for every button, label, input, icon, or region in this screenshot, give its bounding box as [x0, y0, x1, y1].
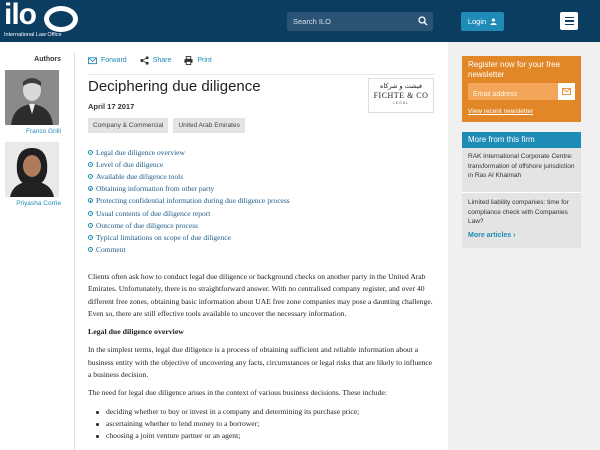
email-field-wrap — [468, 83, 567, 100]
article-body — [88, 271, 436, 443]
hamburger-menu-icon[interactable] — [560, 12, 578, 30]
login-label: Login — [467, 17, 487, 26]
logo-ring — [44, 6, 78, 32]
firm-logo-legal: LEGAL — [392, 101, 410, 105]
more-article-link[interactable]: Limited liability companies: time for compliance check with Companies Law? — [468, 199, 569, 225]
more-article-link[interactable]: RAK International Corporate Centre: transformation of offshore jurisdiction in Ras Al Khaimah — [468, 153, 575, 179]
toc-item[interactable]: Available due diligence tools — [88, 170, 290, 182]
toc-item[interactable]: Level of due diligence — [88, 158, 290, 170]
article-tags — [88, 118, 245, 133]
ilo-logo[interactable] — [4, 2, 82, 40]
firm-logo[interactable] — [368, 78, 434, 113]
article-main — [88, 42, 436, 450]
search-input[interactable] — [287, 12, 415, 31]
toc-item[interactable]: Outcome of due diligence process — [88, 219, 290, 231]
forward-button[interactable] — [88, 56, 127, 65]
column-divider — [74, 52, 75, 450]
intro-paragraph: Clients often ask how to conduct legal due diligence or background checks on another party in the United Arab Emirates. Unfortunately, there is no straightforward answer. With no centralised company register, and over 40 different free zones, obtaining basic information about UAE free zone companies may pose a daunting challenge. Even so, there are still effective tools available to uncover the necessary information. — [88, 272, 433, 318]
toc-item[interactable]: Comment — [88, 244, 290, 256]
newsletter-box — [462, 56, 581, 122]
list-item: deciding whether to buy or invest in a company and determining its purchase price; — [96, 406, 436, 418]
author-photo-franco[interactable] — [5, 70, 59, 125]
newsletter-title: Register now for your free newsletter — [468, 60, 561, 79]
tag-company-commercial[interactable]: Company & Commercial — [88, 118, 168, 133]
author-name-franco[interactable]: Franco Grilli — [25, 128, 61, 135]
printer-icon — [184, 56, 193, 65]
share-button[interactable] — [140, 56, 172, 65]
print-label: Print — [197, 57, 212, 64]
forward-label: Forward — [101, 57, 127, 64]
toc-item[interactable]: Usual contents of due diligence report — [88, 207, 290, 219]
author-name-priyasha[interactable]: Priyasha Corrie — [16, 200, 61, 207]
article-date: April 17 2017 — [88, 102, 135, 111]
circle-bullet-icon — [88, 198, 93, 203]
more-articles-link[interactable]: More articles › — [468, 232, 516, 239]
author-photo-priyasha[interactable] — [5, 142, 59, 197]
body-paragraph: The need for legal due diligence arises in the context of various business decisions. These include: — [88, 388, 387, 398]
circle-bullet-icon — [88, 150, 93, 155]
toc-item[interactable]: Legal due diligence overview — [88, 146, 290, 158]
list-item: ascertaining whether to lend money to a borrower; — [96, 418, 436, 430]
circle-bullet-icon — [88, 247, 93, 252]
envelope-icon[interactable] — [558, 83, 575, 100]
firm-logo-english: FICHTE & CO — [373, 91, 429, 100]
login-button[interactable] — [461, 12, 504, 31]
body-paragraph: In the simplest terms, legal due diligence is a process of obtaining sufficient and reliable information about a business entity with the objective of uncovering any facts, circumstances or legal risks that are likely to influence a business decision. — [88, 345, 433, 380]
circle-bullet-icon — [88, 186, 93, 191]
envelope-icon — [88, 56, 97, 65]
email-field[interactable] — [468, 86, 548, 103]
table-of-contents — [88, 146, 290, 256]
logo-text: ilo — [4, 0, 36, 31]
tag-uae[interactable]: United Arab Emirates — [173, 118, 244, 133]
right-sidebar — [448, 42, 600, 450]
circle-bullet-icon — [88, 162, 93, 167]
item-divider — [462, 192, 581, 193]
share-icon — [140, 56, 149, 65]
user-icon — [490, 18, 497, 25]
chevron-right-icon: › — [513, 232, 516, 239]
article-title: Deciphering due diligence — [88, 78, 261, 95]
site-header — [0, 0, 600, 42]
view-newsletter-link[interactable]: View recent newsletter — [468, 108, 534, 115]
print-button[interactable] — [184, 56, 211, 65]
search-box — [287, 12, 433, 31]
circle-bullet-icon — [88, 211, 93, 216]
toc-item[interactable]: Protecting confidential information during due diligence process — [88, 195, 290, 207]
search-icon[interactable] — [418, 16, 428, 26]
list-item: choosing a joint venture partner or an agent; — [96, 430, 436, 442]
toc-item[interactable]: Typical limitations on scope of due diligence — [88, 231, 290, 243]
more-from-firm-heading: More from this firm — [462, 132, 581, 148]
bullet-list — [96, 406, 436, 443]
article-actions — [88, 56, 212, 65]
circle-bullet-icon — [88, 174, 93, 179]
toc-item[interactable]: Obtaining information from other party — [88, 183, 290, 195]
circle-bullet-icon — [88, 223, 93, 228]
logo-subtext: International Law Office — [4, 32, 62, 38]
actions-divider — [88, 74, 434, 75]
author-portrait-icon — [5, 142, 59, 197]
authors-heading: Authors — [34, 56, 61, 63]
section-heading: Legal due diligence overview — [88, 327, 184, 337]
more-from-firm-box — [462, 132, 581, 248]
circle-bullet-icon — [88, 235, 93, 240]
authors-column — [0, 42, 74, 450]
share-label: Share — [152, 57, 172, 64]
author-portrait-icon — [5, 70, 59, 125]
firm-logo-arabic: فيشت و شركاه — [379, 82, 423, 90]
